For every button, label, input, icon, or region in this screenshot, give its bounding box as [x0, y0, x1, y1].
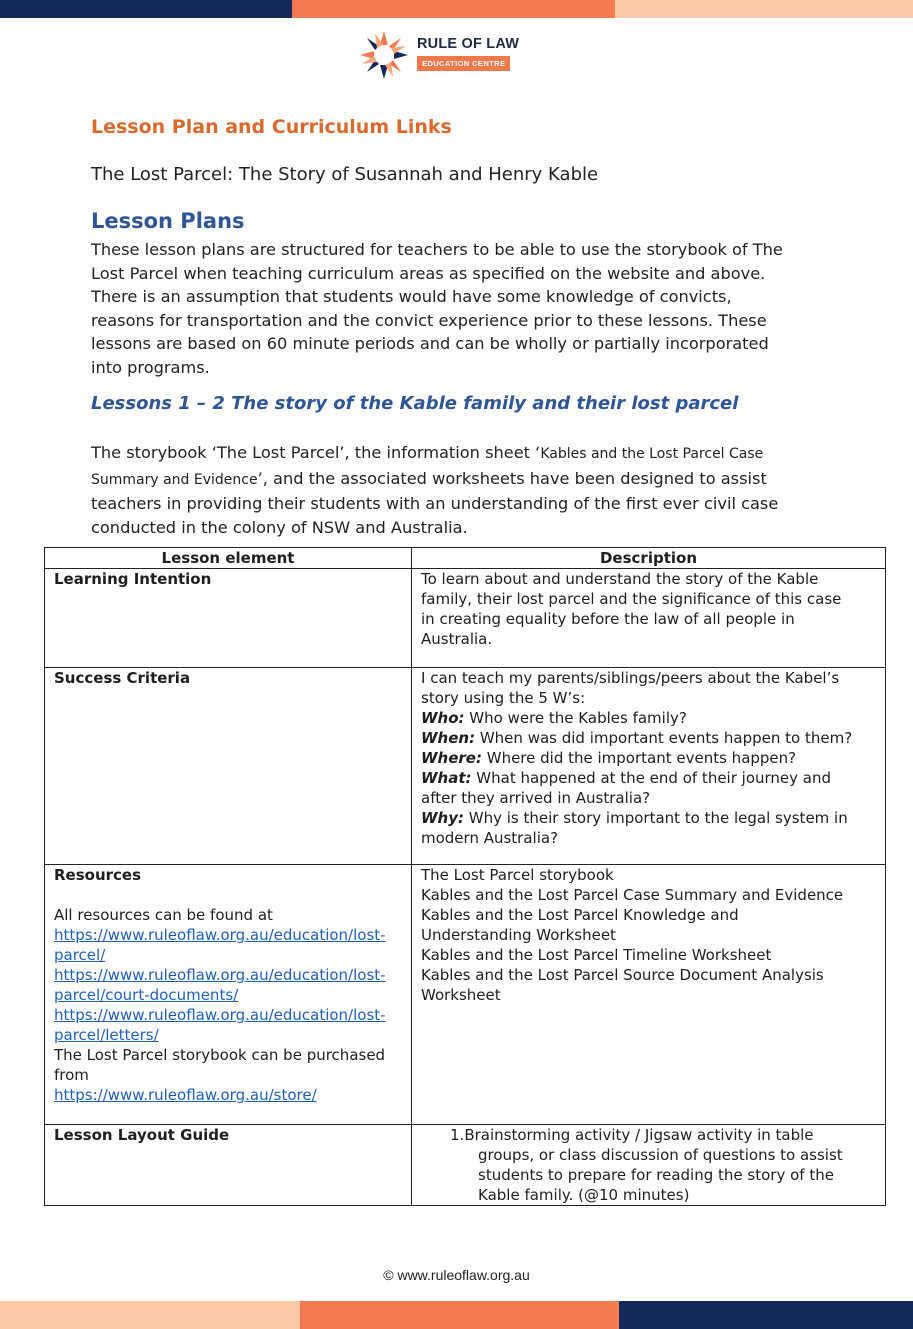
row-label — [45, 668, 412, 865]
paragraph-line: into programs. — [91, 357, 210, 377]
table-row — [45, 569, 886, 668]
step-line: groups, or class discussion of questions to assist — [478, 1146, 843, 1164]
criterion-text: Where did the important events happen? — [481, 749, 797, 767]
lost-parcel-link[interactable] — [54, 925, 407, 945]
intro-line — [91, 467, 831, 493]
criterion-key: Where: — [421, 749, 482, 767]
success-criteria-label: Success Criteria — [54, 669, 191, 687]
description-line: I can teach my parents/siblings/peers about the Kabel’s — [421, 669, 840, 687]
resource-item: Kables and the Lost Parcel Timeline Worksheet — [421, 946, 772, 964]
intro-sheet-title: Summary and Evidence — [91, 471, 258, 488]
link-line[interactable]: parcel/letters/ — [54, 1026, 159, 1044]
criterion-text: When was did important events happen to them? — [475, 729, 853, 747]
bottom-bar-orange — [300, 1301, 619, 1329]
link-line[interactable]: https://www.ruleoflaw.org.au/education/lost- — [54, 926, 386, 944]
purchase-note: from — [54, 1066, 89, 1084]
criterion-key: Why: — [421, 809, 465, 827]
table-header-row — [45, 548, 886, 569]
table-row — [45, 865, 886, 1125]
resources-note: All resources can be found at — [54, 906, 273, 924]
criterion-who — [421, 708, 881, 728]
learning-intention-label: Learning Intention — [54, 570, 212, 588]
row-description — [412, 668, 886, 865]
court-documents-link[interactable] — [54, 985, 407, 1005]
intro-line: conducted in the colony of NSW and Australia. — [91, 517, 468, 537]
step-text: Brainstorming activity / Jigsaw activity in table — [464, 1126, 814, 1144]
starburst-logo-icon — [357, 28, 411, 82]
paragraph-line: reasons for transportation and the convict experience prior to these lessons. These — [91, 310, 767, 330]
description-line: after they arrived in Australia? — [421, 789, 651, 807]
step-line: Kable family. (@10 minutes) — [478, 1186, 690, 1204]
criterion-text: Who were the Kables family? — [464, 709, 687, 727]
description-line: modern Australia? — [421, 829, 559, 847]
purchase-note: The Lost Parcel storybook can be purchased — [54, 1046, 386, 1064]
paragraph-line: lessons are based on 60 minute periods and can be wholly or partially incorporated — [91, 334, 769, 354]
criterion-key: When: — [421, 729, 476, 747]
logo-subtitle: EDUCATION CENTRE — [417, 56, 510, 71]
bottom-bar-navy — [619, 1301, 913, 1329]
resources-label: Resources — [54, 866, 142, 884]
criterion-where — [421, 748, 881, 768]
resource-item: Understanding Worksheet — [421, 926, 616, 944]
step-number: 1. — [450, 1126, 465, 1144]
row-label — [45, 865, 412, 1125]
link-line[interactable]: https://www.ruleoflaw.org.au/education/lost- — [54, 1006, 386, 1024]
lesson-plans-heading: Lesson Plans — [91, 209, 245, 233]
logo-title: RULE OF LAW — [417, 36, 520, 52]
lost-parcel-link[interactable] — [54, 945, 407, 965]
criterion-text: What happened at the end of their journey and — [471, 769, 832, 787]
lesson-table — [44, 547, 886, 1206]
paragraph-line: There is an assumption that students would have some knowledge of convicts, — [91, 287, 732, 307]
rule-of-law-logo — [357, 28, 520, 80]
row-label — [45, 569, 412, 668]
description-line: in creating equality before the law of all people in — [421, 610, 795, 628]
lesson-plans-paragraph — [91, 238, 831, 380]
store-link[interactable] — [54, 1085, 407, 1105]
intro-line: teachers in providing their students with an understanding of the first ever civil case — [91, 494, 779, 514]
criterion-what — [421, 768, 881, 788]
bottom-bar-peach — [0, 1301, 300, 1329]
intro-text: ’, and the associated worksheets have been designed to assist — [257, 468, 767, 488]
top-bar-navy — [0, 0, 292, 18]
column-header-lesson-element: Lesson element — [45, 548, 412, 569]
row-description — [412, 1125, 886, 1206]
spacer — [54, 885, 407, 905]
link-line[interactable]: parcel/ — [54, 946, 106, 964]
lesson-layout-label: Lesson Layout Guide — [54, 1126, 230, 1144]
footer-copyright: © www.ruleoflaw.org.au — [383, 1267, 530, 1283]
resource-item: Kables and the Lost Parcel Case Summary and Evidence — [421, 886, 844, 904]
link-line[interactable]: parcel/court-documents/ — [54, 986, 239, 1004]
intro-line — [91, 441, 831, 467]
criterion-key: Who: — [421, 709, 465, 727]
column-header-description: Description — [412, 548, 886, 569]
criterion-when — [421, 728, 881, 748]
resource-item: Kables and the Lost Parcel Source Document Analysis — [421, 966, 824, 984]
letters-link[interactable] — [54, 1005, 407, 1025]
link-line[interactable]: https://www.ruleoflaw.org.au/store/ — [54, 1086, 317, 1104]
description-line: family, their lost parcel and the significance of this case — [421, 590, 842, 608]
layout-step — [450, 1125, 881, 1145]
row-label — [45, 1125, 412, 1206]
description-line: story using the 5 W’s: — [421, 689, 586, 707]
row-description — [412, 865, 886, 1125]
paragraph-line: Lost Parcel when teaching curriculum areas as specified on the website and above. — [91, 263, 766, 283]
page-heading: Lesson Plan and Curriculum Links — [91, 116, 452, 138]
table-row — [45, 1125, 886, 1206]
top-bar-orange — [292, 0, 615, 18]
criterion-why — [421, 808, 881, 828]
link-line[interactable]: https://www.ruleoflaw.org.au/education/lost- — [54, 966, 386, 984]
description-line: Australia. — [421, 630, 493, 648]
page-subtitle: The Lost Parcel: The Story of Susannah and Henry Kable — [91, 164, 599, 185]
row-description — [412, 569, 886, 668]
step-line: students to prepare for reading the story of the — [478, 1166, 834, 1184]
resource-item: Worksheet — [421, 986, 501, 1004]
letters-link[interactable] — [54, 1025, 407, 1045]
lessons-heading: Lessons 1 – 2 The story of the Kable family and their lost parcel — [91, 393, 739, 414]
intro-sheet-title: Kables and the Lost Parcel Case — [540, 446, 764, 462]
top-bar-peach — [615, 0, 913, 18]
intro-text: The storybook ‘The Lost Parcel’, the information sheet ‘ — [91, 443, 541, 462]
intro-paragraph — [91, 441, 831, 539]
resource-item: The Lost Parcel storybook — [421, 866, 614, 884]
criterion-key: What: — [421, 769, 472, 787]
court-documents-link[interactable] — [54, 965, 407, 985]
resource-item: Kables and the Lost Parcel Knowledge and — [421, 906, 739, 924]
table-row — [45, 668, 886, 865]
description-line: To learn about and understand the story of the Kable — [421, 570, 819, 588]
paragraph-line: These lesson plans are structured for teachers to be able to use the storybook of The — [91, 240, 783, 259]
criterion-text: Why is their story important to the legal system in — [464, 809, 848, 827]
